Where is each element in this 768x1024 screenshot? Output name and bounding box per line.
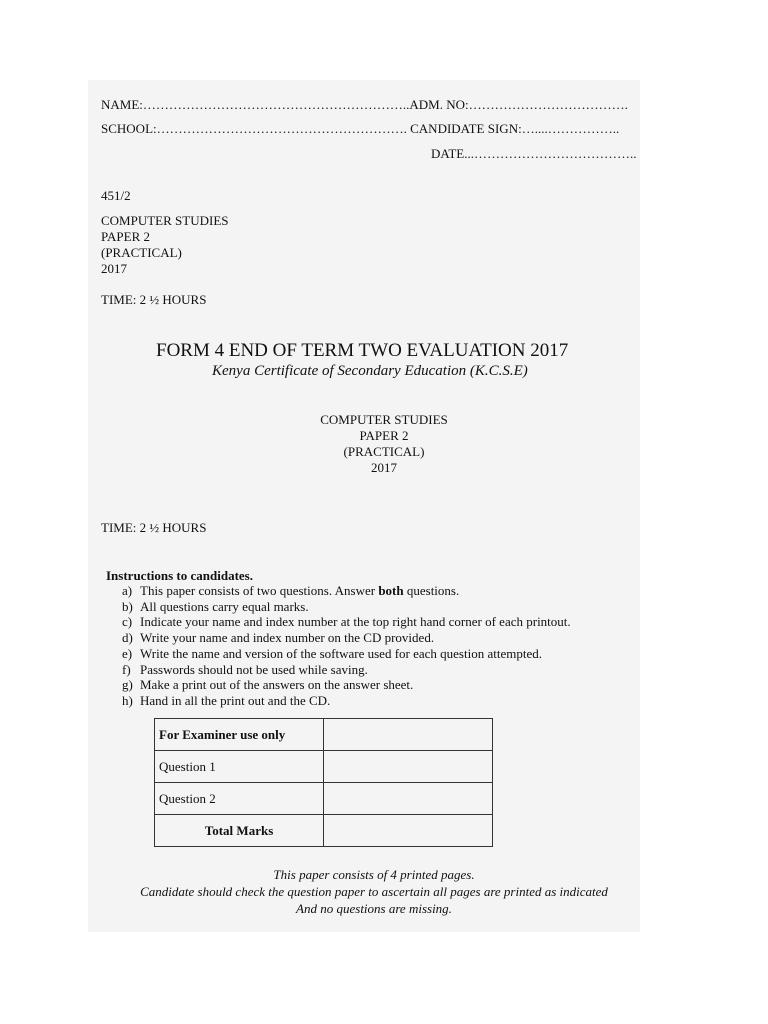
examiner-use-header: For Examiner use only — [155, 719, 324, 751]
examiner-use-cell — [324, 719, 493, 751]
table-row — [155, 719, 493, 751]
paper-label: PAPER 2 — [101, 229, 151, 244]
center-paper: PAPER 2 — [359, 428, 409, 443]
total-marks-cell — [324, 815, 493, 847]
question-2-label: Question 2 — [155, 783, 324, 815]
center-practical: (PRACTICAL) — [343, 444, 425, 459]
table-row — [155, 751, 493, 783]
center-year: 2017 — [371, 460, 397, 475]
instruction-item: e) Write the name and version of the software used for each question attempted. — [122, 645, 542, 661]
instruction-item: d) Write your name and index number on the CD provided. — [122, 630, 435, 646]
footer-pages-note: This paper consists of 4 printed pages. — [273, 867, 475, 882]
subject-label: COMPUTER STUDIES — [101, 213, 229, 228]
practical-label: (PRACTICAL) — [101, 245, 182, 260]
question-1-score-cell — [324, 751, 493, 783]
instruction-item: g) Make a print out of the answers on the answer sheet. — [122, 677, 414, 693]
name-adm-field-line: NAME:……………………………………………………..ADM. NO:………………………………. — [101, 97, 628, 112]
year-label: 2017 — [101, 261, 127, 276]
school-sign-field-line: SCHOOL:…………………………………………………. CANDIDATE SIGN:…....…………….. — [101, 121, 620, 136]
table-row — [155, 783, 493, 815]
time-label: TIME: 2 ½ HOURS — [101, 292, 207, 307]
instructions-list — [122, 583, 571, 709]
time-label-2: TIME: 2 ½ HOURS — [101, 520, 207, 535]
center-subject-block — [0, 412, 768, 476]
examiner-marks-table — [154, 718, 493, 847]
total-marks-label: Total Marks — [155, 815, 324, 847]
instruction-item: h) Hand in all the print out and the CD. — [122, 692, 331, 708]
center-subject: COMPUTER STUDIES — [320, 412, 448, 427]
exam-title: FORM 4 END OF TERM TWO EVALUATION 2017 — [156, 340, 569, 361]
instruction-item: b) All questions carry equal marks. — [122, 598, 309, 614]
instruction-item: a) This paper consists of two questions. Answer both questions. — [122, 583, 460, 598]
paper-code: 451/2 — [101, 188, 131, 203]
instruction-item: c) Indicate your name and index number at the top right hand corner of each printout. — [122, 614, 571, 630]
date-field-line: DATE...……………………………….. — [431, 146, 637, 161]
question-2-score-cell — [324, 783, 493, 815]
footer-note — [0, 866, 748, 917]
footer-missing-note: And no questions are missing. — [296, 901, 452, 916]
exam-subtitle: Kenya Certificate of Secondary Education (K.C.S.E) — [212, 363, 528, 379]
instruction-item: f) Passwords should not be used while saving. — [122, 661, 368, 677]
table-row — [155, 815, 493, 847]
question-1-label: Question 1 — [155, 751, 324, 783]
footer-check-note: Candidate should check the question paper to ascertain all pages are printed as indicated — [140, 884, 608, 899]
instructions-heading: Instructions to candidates. — [106, 568, 253, 583]
